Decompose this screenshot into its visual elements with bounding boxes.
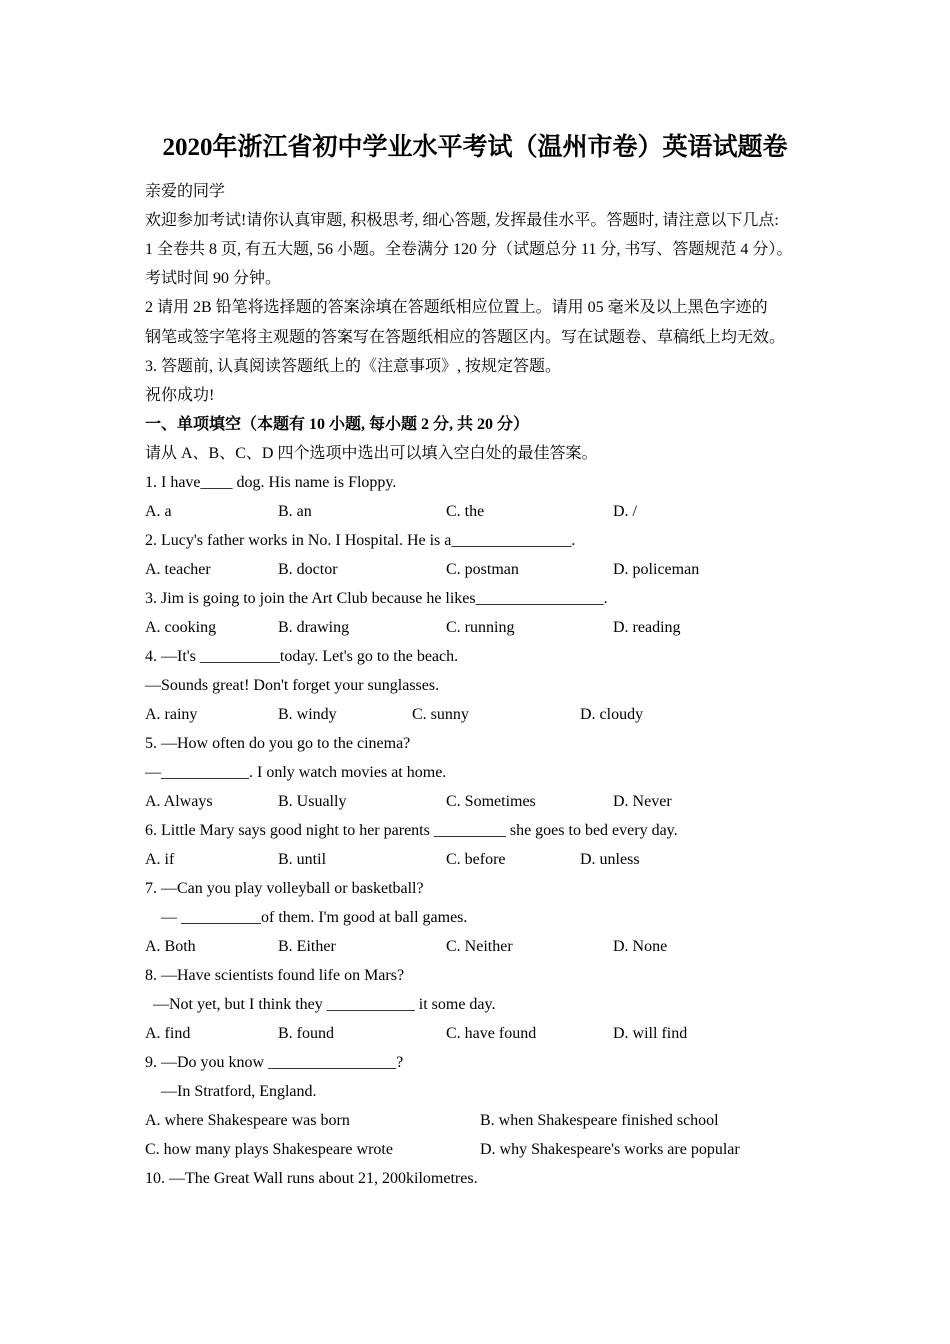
q9-option-c: C. how many plays Shakespeare wrote (145, 1141, 393, 1158)
q6-option-c: C. before (446, 851, 506, 868)
q6-option-b: B. until (278, 851, 327, 868)
question-4: 4. —It's __________today. Let's go to the beach. (145, 648, 459, 665)
q2-option-d: D. policeman (613, 561, 700, 578)
q8-option-a: A. find (145, 1025, 191, 1042)
q4-option-d: D. cloudy (580, 706, 644, 723)
question-5-response: —___________. I only watch movies at home. (145, 764, 447, 781)
q8-option-b: B. found (278, 1025, 334, 1042)
question-8-response: —Not yet, but I think they ___________ it some day. (153, 996, 496, 1013)
q2-option-a: A. teacher (145, 561, 211, 578)
q9-option-b: B. when Shakespeare finished school (480, 1112, 719, 1129)
question-1: 1. I have____ dog. His name is Floppy. (145, 474, 397, 491)
question-7: 7. —Can you play volleyball or basketball? (145, 880, 424, 897)
q8-option-d: D. will find (613, 1025, 688, 1042)
greeting: 亲爱的同学 (145, 183, 226, 200)
q5-option-d: D. Never (613, 793, 672, 810)
q7-option-a: A. Both (145, 938, 196, 955)
q1-option-c: C. the (446, 503, 485, 520)
q5-option-c: C. Sometimes (446, 793, 536, 810)
instruction-line: 3. 答题前, 认真阅读答题纸上的《注意事项》, 按规定答题。 (145, 358, 562, 375)
q4-option-a: A. rainy (145, 706, 198, 723)
instruction-line: 考试时间 90 分钟。 (145, 270, 282, 287)
q6-option-d: D. unless (580, 851, 640, 868)
instruction-line: 欢迎参加考试!请你认真审题, 积极思考, 细心答题, 发挥最佳水平。答题时, 请注意以下几点: (145, 212, 779, 229)
q9-option-a: A. where Shakespeare was born (145, 1112, 350, 1129)
q3-option-b: B. drawing (278, 619, 350, 636)
q9-option-d: D. why Shakespeare's works are popular (480, 1141, 740, 1158)
question-8: 8. —Have scientists found life on Mars? (145, 967, 405, 984)
q3-option-c: C. running (446, 619, 515, 636)
q2-option-b: B. doctor (278, 561, 338, 578)
q6-option-a: A. if (145, 851, 175, 868)
q3-option-d: D. reading (613, 619, 681, 636)
question-10: 10. —The Great Wall runs about 21, 200kilometres. (145, 1170, 478, 1187)
q1-option-d: D. / (613, 503, 637, 520)
q4-option-b: B. windy (278, 706, 337, 723)
instruction-line: 2 请用 2B 铅笔将选择题的答案涂填在答题纸相应位置上。请用 05 毫米及以上黑色字迹的 (145, 299, 768, 316)
q7-option-d: D. None (613, 938, 668, 955)
section-heading: 一、单项填空（本题有 10 小题, 每小题 2 分, 共 20 分） (145, 416, 530, 433)
q1-option-b: B. an (278, 503, 312, 520)
question-3: 3. Jim is going to join the Art Club because he likes________________. (145, 590, 608, 607)
good-luck-line: 祝你成功! (145, 387, 215, 404)
question-9: 9. —Do you know ________________? (145, 1054, 404, 1071)
question-6: 6. Little Mary says good night to her parents _________ she goes to bed every day. (145, 822, 678, 839)
question-2: 2. Lucy's father works in No. I Hospital. He is a_______________. (145, 532, 576, 549)
question-7-response: — __________of them. I'm good at ball games. (161, 909, 468, 926)
q4-option-c: C. sunny (412, 706, 469, 723)
instruction-line: 1 全卷共 8 页, 有五大题, 56 小题。全卷满分 120 分（试题总分 11 分, 书写、答题规范 4 分）。 (145, 241, 793, 258)
q8-option-c: C. have found (446, 1025, 537, 1042)
question-4-response: —Sounds great! Don't forget your sunglasses. (145, 677, 440, 694)
q7-option-c: C. Neither (446, 938, 513, 955)
instruction-line: 钢笔或签字笔将主观题的答案写在答题纸相应的答题区内。写在试题卷、草稿纸上均无效。 (145, 329, 786, 346)
question-9-response: —In Stratford, England. (161, 1083, 317, 1100)
q2-option-c: C. postman (446, 561, 519, 578)
q5-option-b: B. Usually (278, 793, 347, 810)
question-5: 5. —How often do you go to the cinema? (145, 735, 411, 752)
q3-option-a: A. cooking (145, 619, 217, 636)
section-instruction: 请从 A、B、C、D 四个选项中选出可以填入空白处的最佳答案。 (145, 445, 598, 462)
q5-option-a: A. Always (145, 793, 213, 810)
q7-option-b: B. Either (278, 938, 336, 955)
page-title: 2020年浙江省初中学业水平考试（温州市卷）英语试题卷 (162, 134, 788, 161)
q1-option-a: A. a (145, 503, 172, 520)
